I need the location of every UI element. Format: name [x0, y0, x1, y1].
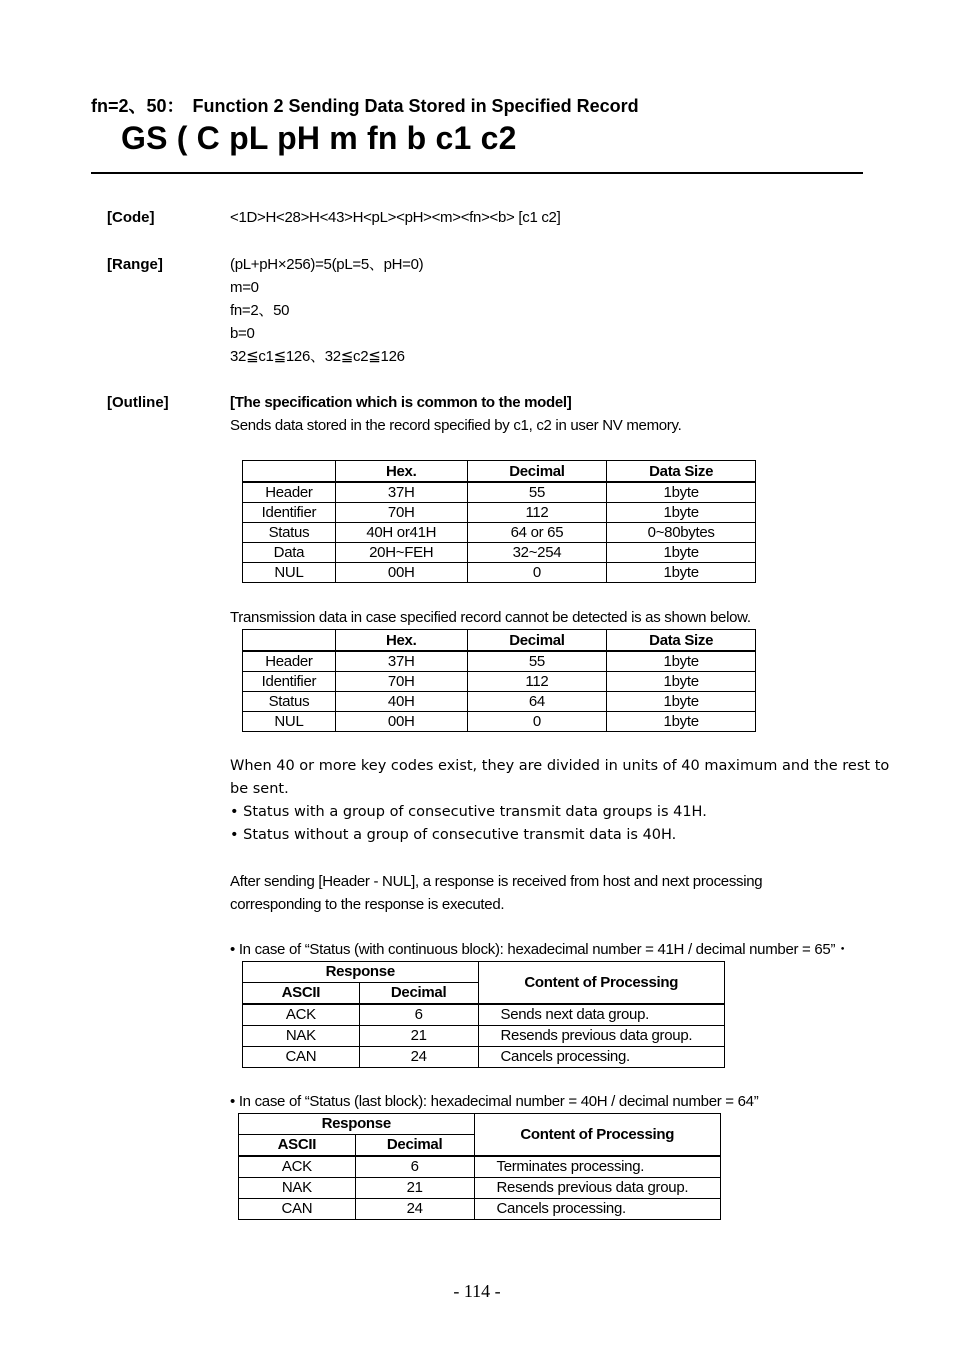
page-number: - 114 -: [453, 1281, 501, 1301]
outline-heading-text: [The specification which is common to the model]: [230, 394, 572, 411]
table-cell: 1byte: [607, 692, 756, 712]
table-header-row: [243, 461, 756, 483]
not-detected-text: Transmission data in case specified record cannot be detected is as shown below.: [230, 609, 751, 626]
key-codes-line: be sent.: [230, 781, 289, 797]
table-row: [243, 1047, 725, 1068]
table-cell: 00H: [335, 712, 467, 732]
table-cell: 1byte: [607, 672, 756, 692]
table-header-row: [243, 962, 725, 983]
table-cell: Resends previous data group.: [478, 1026, 725, 1047]
ascii-header: ASCII: [243, 983, 360, 1005]
code-label: [Code]: [107, 209, 155, 226]
title-divider: [91, 172, 863, 174]
table-cell: 1byte: [607, 482, 756, 503]
column-header: Hex.: [335, 630, 467, 652]
key-codes-line: When 40 or more key codes exist, they are divided in units of 40 maximum and the rest to: [230, 758, 890, 774]
table-header-row: [243, 630, 756, 652]
table-header-row: [239, 1114, 721, 1135]
table-cell: ACK: [239, 1156, 356, 1178]
table-cell: Cancels processing.: [474, 1199, 721, 1220]
table-row: [243, 523, 756, 543]
outline-heading: [230, 391, 571, 414]
table-cell: 37H: [335, 482, 467, 503]
table-row: [243, 543, 756, 563]
table-row: [243, 1004, 725, 1026]
content-header: Content of Processing: [474, 1114, 721, 1157]
table-cell: 1byte: [607, 651, 756, 672]
table-cell: Cancels processing.: [478, 1047, 725, 1068]
case-last-text: • In case of “Status (last block): hexadecimal number = 40H / decimal number = 64”: [230, 1093, 759, 1110]
table-row: [243, 482, 756, 503]
column-header: Data Size: [607, 461, 756, 483]
command-title: GS ( C pL pH m fn b c1 c2: [121, 120, 517, 156]
table-cell: 24: [355, 1199, 474, 1220]
table-cell: 112: [467, 503, 607, 523]
case-continuous-text: • In case of “Status (with continuous block): hexadecimal number = 41H / decimal number = 65”・: [230, 941, 850, 958]
decimal-header: Decimal: [359, 983, 478, 1005]
case-last-block: [230, 1090, 758, 1113]
table-row: [239, 1199, 721, 1220]
table-row: [243, 712, 756, 732]
column-header: Decimal: [467, 461, 607, 483]
table-cell: Sends next data group.: [478, 1004, 725, 1026]
table-cell: 70H: [335, 672, 467, 692]
case-continuous-block: [230, 938, 850, 961]
table-cell: 64 or 65: [467, 523, 607, 543]
continuous-block-response-table: [242, 961, 725, 1068]
outline-text: [230, 414, 681, 437]
table-cell: 40H: [335, 692, 467, 712]
range-line: m=0: [230, 279, 259, 296]
table-cell: Identifier: [243, 672, 336, 692]
table-cell: Terminates processing.: [474, 1156, 721, 1178]
table-row: [243, 1026, 725, 1047]
not-detected-note: [230, 606, 751, 629]
column-header: Decimal: [467, 630, 607, 652]
table-cell: 6: [355, 1156, 474, 1178]
table-cell: 40H or41H: [335, 523, 467, 543]
table-cell: Header: [243, 482, 336, 503]
column-header: [243, 461, 336, 483]
table-cell: CAN: [239, 1199, 356, 1220]
table-cell: 1byte: [607, 543, 756, 563]
table-cell: 32~254: [467, 543, 607, 563]
table-cell: 55: [467, 482, 607, 503]
table-cell: CAN: [243, 1047, 360, 1068]
table-cell: 0~80bytes: [607, 523, 756, 543]
table-cell: ACK: [243, 1004, 360, 1026]
table-row: [243, 563, 756, 583]
table-row: [243, 692, 756, 712]
table-row: [243, 503, 756, 523]
column-header: Data Size: [607, 630, 756, 652]
table-cell: 70H: [335, 503, 467, 523]
table-cell: Header: [243, 651, 336, 672]
table-cell: 64: [467, 692, 607, 712]
table-cell: Resends previous data group.: [474, 1178, 721, 1199]
table-cell: 37H: [335, 651, 467, 672]
status-bullet: • Status without a group of consecutive transmit data is 40H.: [230, 827, 677, 843]
code-value: [230, 206, 560, 229]
content-header: Content of Processing: [478, 962, 725, 1005]
range-values: [230, 253, 423, 368]
table-row: [243, 651, 756, 672]
outline-description: Sends data stored in the record specified by c1, c2 in user NV memory.: [230, 417, 682, 434]
table-row: [243, 672, 756, 692]
table-cell: NAK: [239, 1178, 356, 1199]
table-cell: Data: [243, 543, 336, 563]
table-cell: 112: [467, 672, 607, 692]
response-header: Response: [243, 962, 479, 983]
outline-label: [Outline]: [107, 394, 169, 411]
response-note: [230, 870, 762, 916]
table-cell: Identifier: [243, 503, 336, 523]
last-block-response-table: [238, 1113, 721, 1220]
range-line: 32≦c1≦126、32≦c2≦126: [230, 348, 405, 365]
table-cell: 1byte: [607, 563, 756, 583]
range-line: (pL+pH×256)=5(pL=5、pH=0): [230, 256, 424, 273]
not-detected-table: [242, 629, 756, 732]
function-number: fn=2、50：: [91, 96, 185, 116]
table-cell: 21: [355, 1178, 474, 1199]
table-cell: NUL: [243, 712, 336, 732]
ascii-header: ASCII: [239, 1135, 356, 1157]
range-label: [Range]: [107, 256, 163, 273]
code-text: <1D>H<28>H<43>H<pL><pH><m><fn><b> [c1 c2]: [230, 209, 561, 226]
table-cell: 1byte: [607, 712, 756, 732]
table-cell: 55: [467, 651, 607, 672]
column-header: Hex.: [335, 461, 467, 483]
table-row: [239, 1156, 721, 1178]
table-cell: 24: [359, 1047, 478, 1068]
function-description: Function 2 Sending Data Stored in Specified Record: [192, 96, 639, 116]
table-cell: 21: [359, 1026, 478, 1047]
transmit-data-table: [242, 460, 756, 583]
column-header: [243, 630, 336, 652]
function-title: [91, 92, 639, 118]
table-cell: 0: [467, 563, 607, 583]
table-cell: Status: [243, 692, 336, 712]
table-cell: Status: [243, 523, 336, 543]
table-cell: 6: [359, 1004, 478, 1026]
table-cell: 20H~FEH: [335, 543, 467, 563]
table-row: [239, 1178, 721, 1199]
response-note-line: After sending [Header - NUL], a response is received from host and next processing: [230, 873, 763, 890]
table-cell: 00H: [335, 563, 467, 583]
range-line: b=0: [230, 325, 255, 342]
key-codes-paragraph: [230, 755, 889, 847]
table-cell: NAK: [243, 1026, 360, 1047]
response-header: Response: [239, 1114, 475, 1135]
status-bullet: • Status with a group of consecutive transmit data groups is 41H.: [230, 804, 707, 820]
table-cell: NUL: [243, 563, 336, 583]
decimal-header: Decimal: [355, 1135, 474, 1157]
table-cell: 0: [467, 712, 607, 732]
response-note-line: corresponding to the response is executed.: [230, 896, 505, 913]
table-cell: 1byte: [607, 503, 756, 523]
range-line: fn=2、50: [230, 302, 290, 319]
